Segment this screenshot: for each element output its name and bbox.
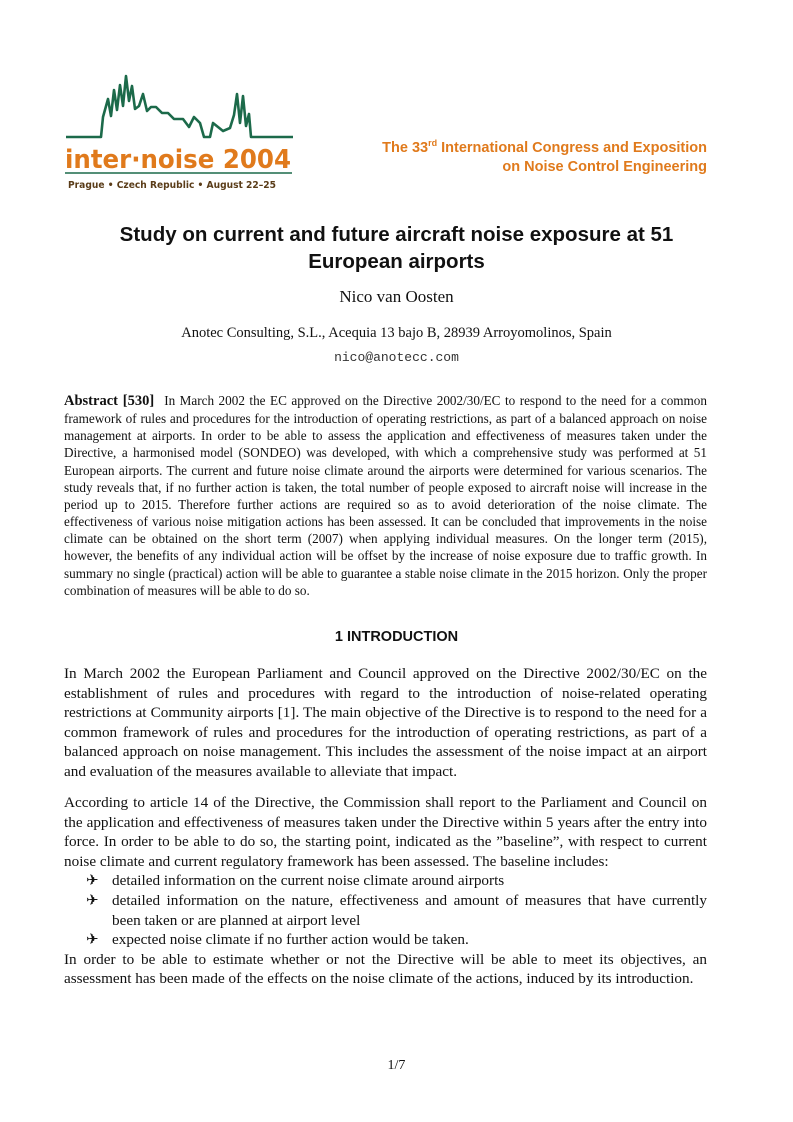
abstract-label: Abstract [530] [64, 393, 155, 409]
paper-title: Study on current and future aircraft noise exposure at 51 European airports [119, 223, 674, 273]
airplane-icon: ✈ [86, 931, 99, 949]
author-name: Nico van Oosten [339, 287, 454, 306]
author-affiliation: Anotec Consulting, S.L., Acequia 13 bajo B, 28939 Arroyomolinos, Spain [181, 325, 612, 341]
author-email: nico@anotecc.com [334, 350, 459, 365]
conference-logo [63, 70, 295, 194]
airplane-icon: ✈ [86, 872, 99, 890]
intro-paragraph-1: In March 2002 the European Parliament and Council approved on the Directive 2002/30/EC on the establishment of rules and procedures with regard to the introduction of noise-related operating restrictions at Community airports [1]. The main objective of the Directive is to respond to the need for a common framework of rules and procedures for the introduction of operating restrictions, as part of a balanced approach on noise management. This includes the assessment of the noise impact at an airport and evaluation of the measures available to alleviate that impact. [64, 665, 707, 780]
congress-header [382, 139, 707, 177]
list-item: ✈ detailed information on the nature, effectiveness and amount of measures that have currently been taken or are planned at airport level [86, 891, 707, 929]
abstract-text: In March 2002 the EC approved on the Directive 2002/30/EC to respond to the need for a common framework of rules and procedures for the introduction of operating restrictions, as part of a balanced approach on noise management at airports. In order to be able to assess the application and effectiveness of measures taken under the Directive, a harmonised model (SONDEO) was developed, with which a comprehensive study was performed at 51 European airports. The current and future noise climate around the airports were determined for various scenarios. The study reveals that, if no further action is taken, the total number of people exposed to aircraft noise will increase in the period up to 2015. Therefore further actions are required so as to avoid deterioration of the noise climate. The effectiveness of various noise mitigation actions has been assessed. It can be concluded that improvements in the noise climate can be obtained on the short term (2007) when applying individual measures. On the longer term (2015), however, the benefits of any individual action will be offset by the increase of noise exposure due to traffic growth. In summary no single (practical) action will be able to guarantee a stable noise climate in the 2015 horizon. Only the proper combination of measures will be able to do so. [64, 393, 707, 598]
intro-paragraph-2: According to article 14 of the Directive, the Commission shall report to the Parliament and Council on the application and effectiveness of measures taken under the Directive within 5 years after the entry into force. In order to be able to do so, the starting point, indicated as the ”baseline”, with respect to current noise climate and current regulatory framework has been assessed. The baseline includes: ✈ detailed information on the current noise climate around airports ✈ detailed information on the nature, effectiveness and amount of measures that have currently been taken or are planned at airport level ✈ expected noise climate if no further action would be taken. In order to be able to estimate whether or not the Directive will be able to meet its objectives, an assessment has been made of the effects on the noise climate of the actions, induced by its introduction. [64, 794, 707, 988]
logo-tagline: Prague • Czech Republic • August 22–25 [68, 180, 276, 191]
list-item: ✈ detailed information on the current noise climate around airports [86, 872, 505, 890]
section-heading: 1 INTRODUCTION [334, 629, 459, 645]
logo-skyline [66, 76, 293, 137]
congress-line-1: The 33rd International Congress and Exposition [382, 138, 707, 156]
list-item: ✈ expected noise climate if no further action would be taken. [86, 931, 469, 949]
abstract [64, 392, 707, 599]
page-number: 1/7 [387, 1058, 406, 1073]
airplane-icon: ✈ [86, 891, 99, 909]
intro-paragraph-3: In order to be able to estimate whether or not the Directive will be able to meet its objectives, an assessment has been made of the effects on the noise climate of the actions, induced by its introduction. [64, 950, 707, 988]
logo-wordmark: inter·noise 2004 [65, 145, 291, 175]
congress-line-2: on Noise Control Engineering [502, 159, 707, 175]
